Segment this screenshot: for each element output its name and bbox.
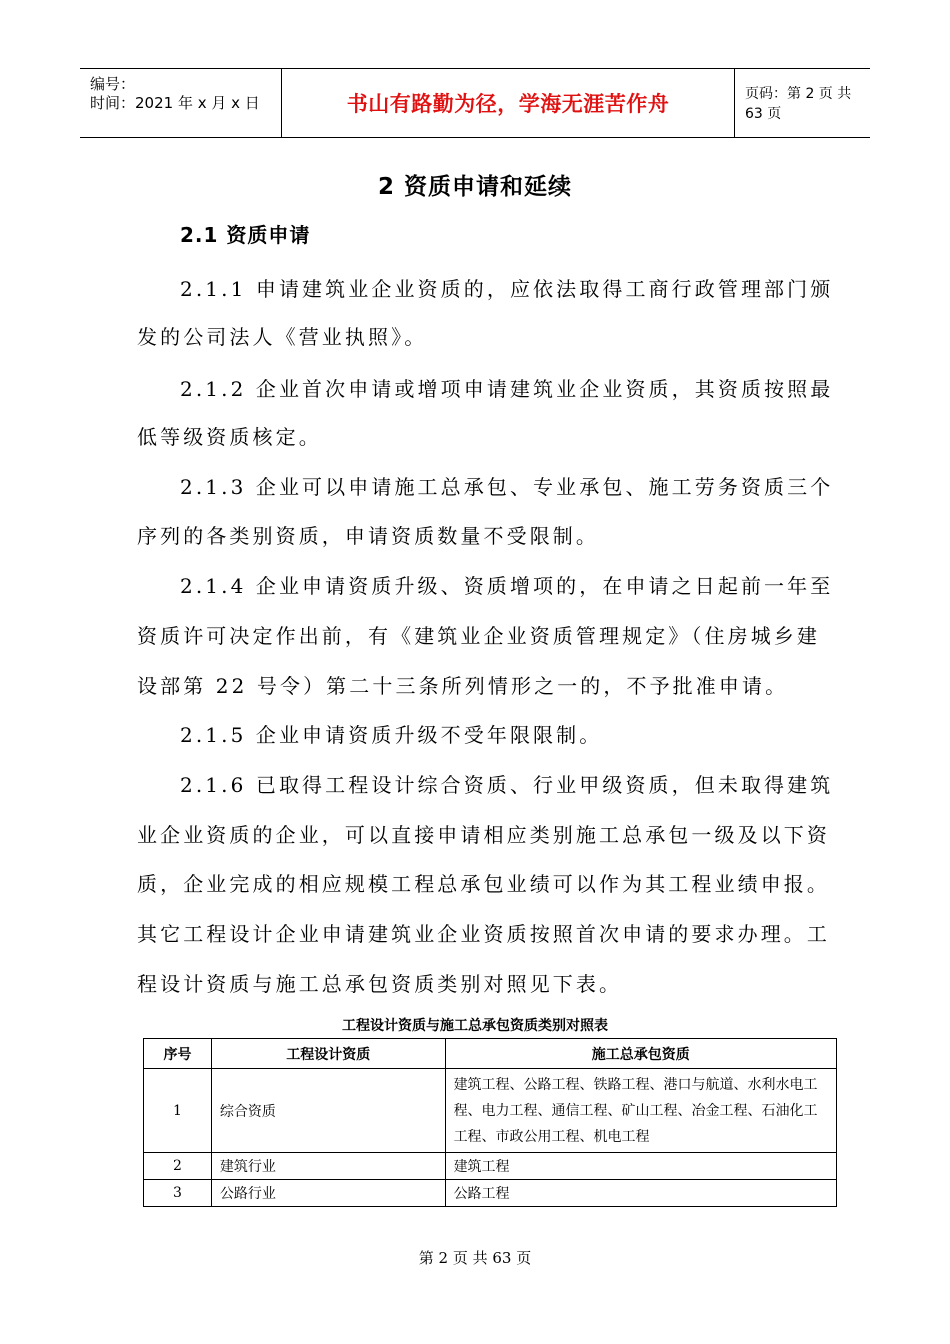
table-row	[144, 1153, 837, 1180]
table-row	[144, 1069, 837, 1153]
body-line: 2.1.5 企业申请资质升级不受年限限制。	[180, 723, 603, 747]
table-row	[144, 1180, 837, 1207]
qualification-table	[143, 1038, 837, 1207]
column-header: 施工总承包资质	[445, 1039, 836, 1069]
body-line: 2.1.3 企业可以申请施工总承包、专业承包、施工劳务资质三个	[180, 475, 834, 499]
body-line: 2.1.6 已取得工程设计综合资质、行业甲级资质，但未取得建筑	[180, 773, 834, 797]
table-cell: 3	[144, 1180, 212, 1207]
body-line: 资质许可决定作出前，有《建筑业企业资质管理规定》（住房城乡建	[137, 624, 820, 648]
column-header: 工程设计资质	[211, 1039, 445, 1069]
table-cell: 建筑行业	[211, 1153, 445, 1180]
body-line: 设部第 22 号令）第二十三条所列情形之一的，不予批准申请。	[137, 674, 789, 698]
table-cell: 建筑工程	[445, 1153, 836, 1180]
body-line: 低等级资质核定。	[137, 425, 322, 449]
table-cell: 公路工程	[445, 1180, 836, 1207]
section-heading: 2.1 资质申请	[180, 223, 311, 247]
table-header-row	[144, 1039, 837, 1069]
table-cell: 1	[144, 1069, 212, 1153]
table-cell: 建筑工程、公路工程、铁路工程、港口与航道、水利水电工程、电力工程、通信工程、矿山工程、冶金工程、石油化工工程、市政公用工程、机电工程	[445, 1069, 836, 1153]
chapter-title: 2 资质申请和延续	[377, 174, 572, 200]
header-page-label: 页码：第 2 页 共 63 页	[745, 86, 852, 122]
table-caption: 工程设计资质与施工总承包资质类别对照表	[342, 1018, 608, 1034]
header-meta	[80, 69, 281, 137]
body-line: 质，企业完成的相应规模工程总承包业绩可以作为其工程业绩申报。	[137, 872, 830, 896]
time-label: 时间：2021 年 x 月 x 日	[90, 94, 260, 112]
page-header	[80, 68, 870, 138]
body-line: 程设计资质与施工总承包资质类别对照见下表。	[137, 972, 623, 996]
table-cell: 综合资质	[211, 1069, 445, 1153]
column-header: 序号	[144, 1039, 212, 1069]
body-line: 2.1.4 企业申请资质升级、资质增项的，在申请之日起前一年至	[180, 574, 834, 598]
body-line: 2.1.1 申请建筑业企业资质的，应依法取得工商行政管理部门颁	[180, 277, 834, 301]
table-cell: 公路行业	[211, 1180, 445, 1207]
body-line: 其它工程设计企业申请建筑业企业资质按照首次申请的要求办理。工	[137, 922, 830, 946]
body-line: 序列的各类别资质，申请资质数量不受限制。	[137, 524, 599, 548]
body-line: 发的公司法人《营业执照》。	[137, 325, 428, 349]
table-cell: 2	[144, 1153, 212, 1180]
body-line: 2.1.2 企业首次申请或增项申请建筑业企业资质，其资质按照最	[180, 377, 834, 401]
header-motto: 书山有路勤为径，学海无涯苦作舟	[281, 69, 735, 137]
body-line: 业企业资质的企业，可以直接申请相应类别施工总承包一级及以下资	[137, 823, 830, 847]
code-label: 编号：	[90, 75, 136, 93]
page-footer: 第 2 页 共 63 页	[418, 1249, 532, 1267]
